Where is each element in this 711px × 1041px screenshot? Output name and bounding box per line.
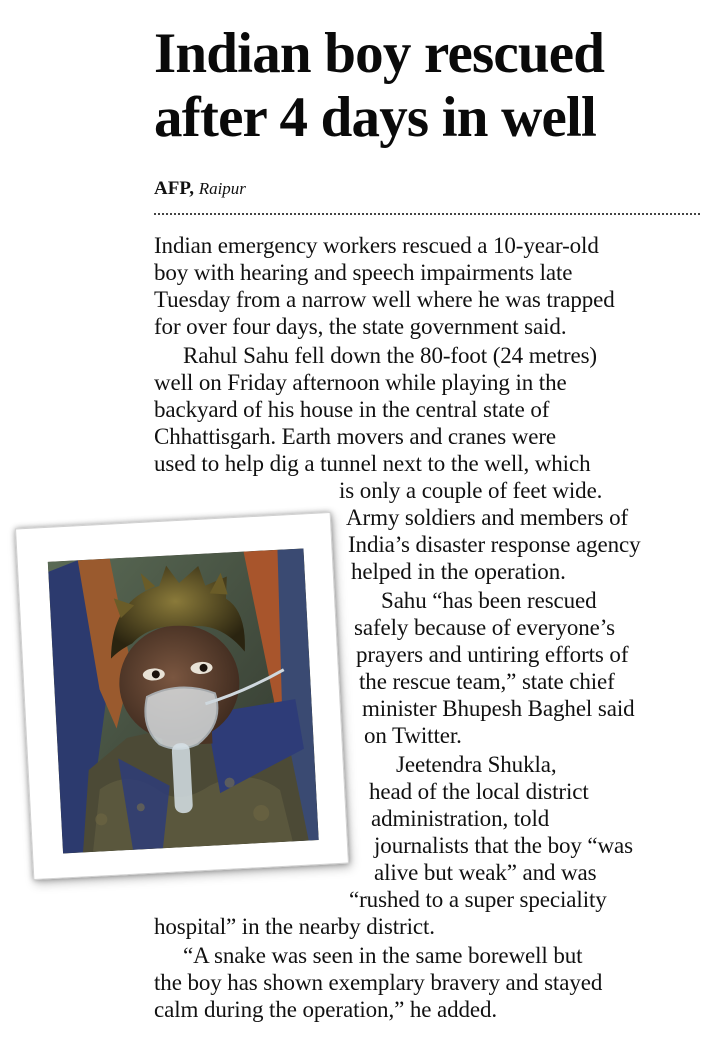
headline bbox=[154, 22, 604, 150]
body-line: calm during the operation,” he added. bbox=[154, 997, 498, 1022]
dotted-divider bbox=[154, 213, 700, 215]
body-line: Army soldiers and members of bbox=[346, 505, 629, 530]
body-line: safely because of everyone’s bbox=[354, 615, 615, 640]
body-line: backyard of his house in the central state of bbox=[154, 397, 550, 422]
headline-line: Indian boy rescued bbox=[154, 22, 605, 85]
body-line: minister Bhupesh Baghel said bbox=[362, 696, 635, 721]
body-line: prayers and untiring efforts of bbox=[356, 642, 629, 667]
byline-agency: AFP, bbox=[154, 178, 194, 199]
body-line: for over four days, the state government said. bbox=[154, 314, 567, 339]
body-line: used to help dig a tunnel next to the well, which bbox=[154, 451, 591, 476]
byline-location: Raipur bbox=[198, 179, 246, 198]
body-line: helped in the operation. bbox=[351, 559, 566, 584]
body-line: Rahul Sahu fell down the 80-foot (24 metres) bbox=[183, 343, 597, 368]
body-line: on Twitter. bbox=[364, 723, 462, 748]
body-line: alive but weak” and was bbox=[374, 860, 597, 885]
body-line: head of the local district bbox=[369, 779, 589, 804]
body-line: Tuesday from a narrow well where he was trapped bbox=[154, 287, 615, 312]
rescued-boy-photo bbox=[48, 548, 319, 853]
body-line: boy with hearing and speech impairments late bbox=[154, 260, 573, 285]
body-line: the rescue team,” state chief bbox=[359, 669, 615, 694]
body-line: “rushed to a super speciality bbox=[349, 887, 607, 912]
body-line: well on Friday afternoon while playing in the bbox=[154, 370, 567, 395]
body-line: Jeetendra Shukla, bbox=[396, 752, 557, 777]
body-line: India’s disaster response agency bbox=[348, 532, 641, 557]
body-line: administration, told bbox=[371, 806, 550, 831]
body-line: is only a couple of feet wide. bbox=[339, 478, 603, 503]
headline-line: after 4 days in well bbox=[154, 86, 597, 149]
body-line: “A snake was seen in the same borewell but bbox=[183, 943, 583, 968]
body-line: hospital” in the nearby district. bbox=[154, 914, 435, 939]
byline bbox=[154, 177, 246, 201]
photo-frame bbox=[15, 512, 349, 880]
body-line: journalists that the boy “was bbox=[374, 833, 633, 858]
body-line: Indian emergency workers rescued a 10-year-old bbox=[154, 233, 599, 258]
body-line: Sahu “has been rescued bbox=[381, 588, 597, 613]
body-line: the boy has shown exemplary bravery and stayed bbox=[154, 970, 603, 995]
body-line: Chhattisgarh. Earth movers and cranes were bbox=[154, 424, 556, 449]
